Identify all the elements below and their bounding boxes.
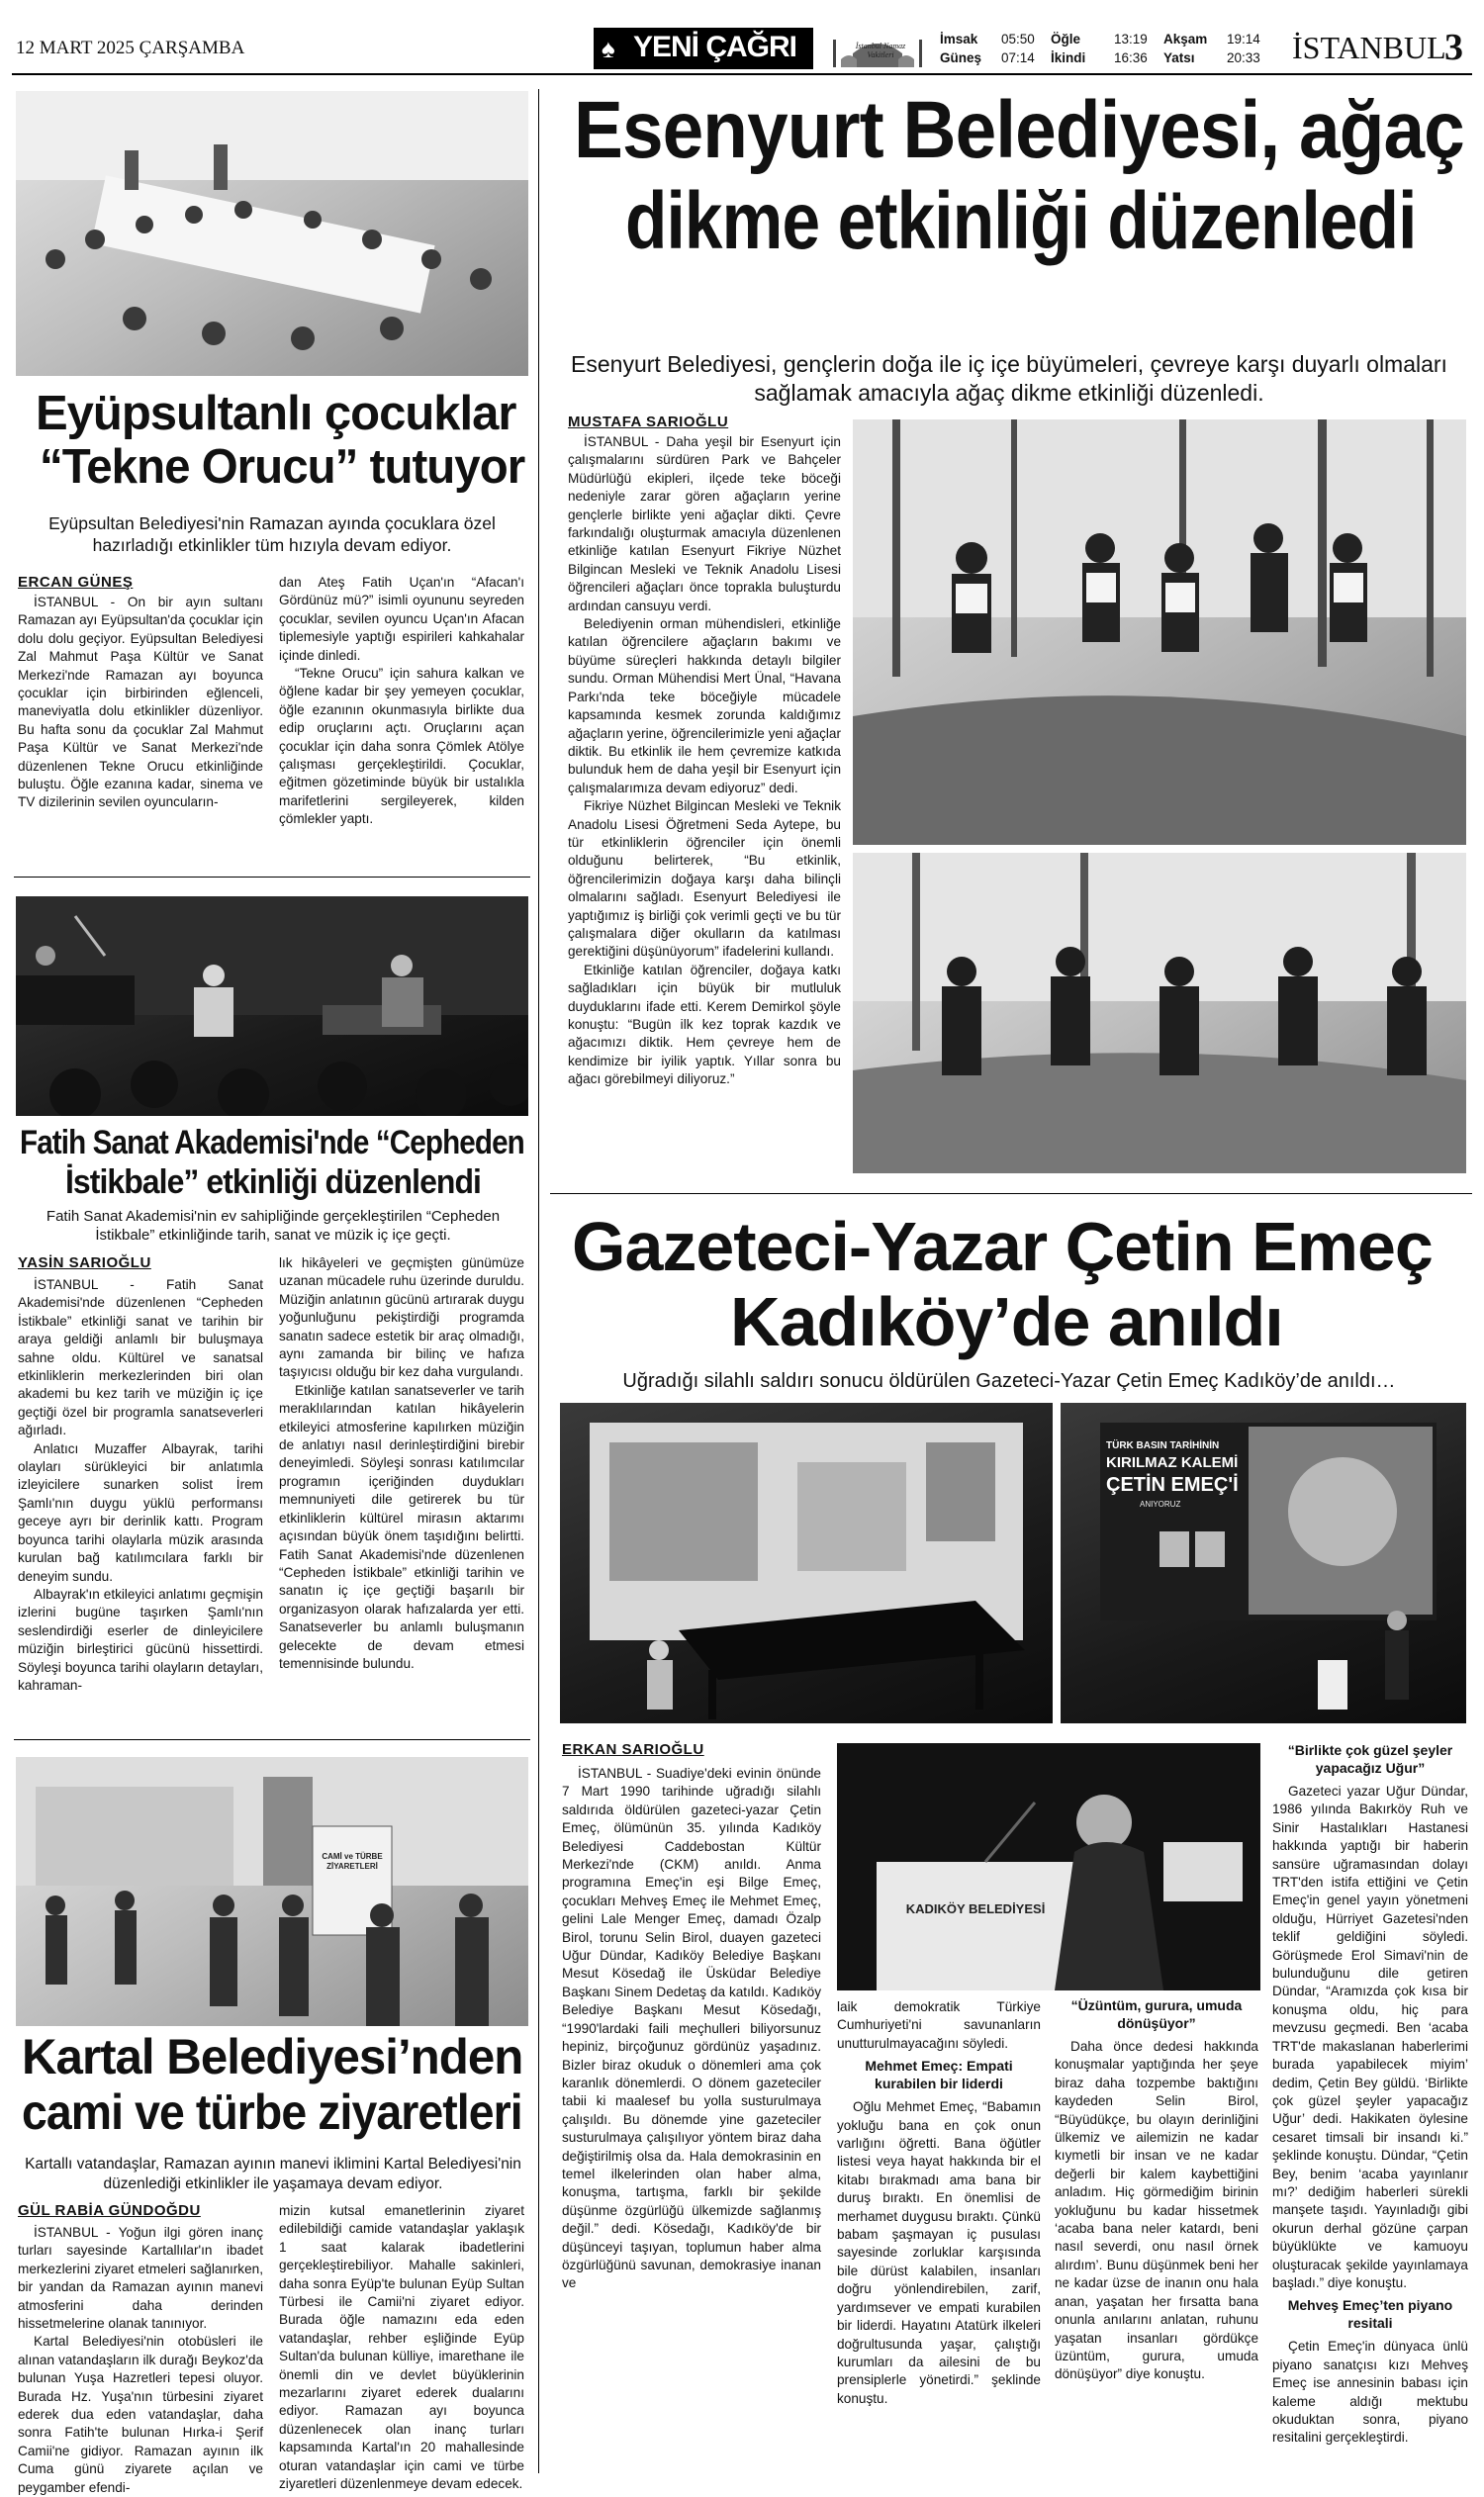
art3-headline-line2: cami ve türbe ziyaretleri [22, 2084, 522, 2140]
art5-col1-text: İSTANBUL - Suadiye'deki evinin önünde 7 Mart 1990 tarihinde uğradığı silahlı saldırıda öldürülen gazeteci-yazar Çetin Emeç, ölümünün 35. yılında Kadıköy Belediyesi Caddebostan Kültür Merkezi'nde (CKM) anıldı. Anma programına Emeç'in eşi Bilge Emeç, çocukları Mehveş Emeç ile Mehmet Emeç, gelini Lale Menger Emeç, damadı Özalp Birol, torunu Selin Birol, duayen gazeteci Uğur Dündar, Kadıköy Belediye Başkanı Mesut Kösedağ ile Üsküdar Belediye Başkanı Sinem Dedetaş da katıldı. Kadıköy Belediye Başkanı Mesut Kösedağı, “1990'lardaki faili meçhulleri biliyorsunuz hepiniz, birçoğunuz gördünüz yaşadınız. Bizler biraz okuduk o dönemleri ama çok karanlık dönemlerdi. O dönem gazeteciler tabii ki maalesef bu yolla susturulmaya çalışıldı. Bu dönemde yine gazeteciler susturulmaya çalışılıyor yöntem biraz daha değiştirilmiş olsa da. Hala demokrasinin en temel ilkelerinden olan haber alma, konuşma, tartışma, farklı bir şekilde düşünme özgürlüğü ülkemizde sağlanmış değil.” dedi. Kösedağı, Kadıköy'de bir düşünceyi taşıyan, toplumun haber alma özgürlüğünü savunan, demokrasiye inanan ve [562, 1766, 821, 2291]
art1-col1 [18, 594, 263, 812]
art5-col4b-text: Çetin Emeç'in dünyaca ünlü piyano sanatçısı kızı Mehveş Emeç ise annesinin babası için kaleme aldığı mektubu okuduktan sonra, piyano resitalini gerçekleştirdi. [1272, 2339, 1468, 2446]
art4-p1: İSTANBUL - Daha yeşil bir Esenyurt için çalışmalarını sürdüren Park ve Bahçeler Müdürlüğü ekipleri, ilçede teke böceği nedeniyle zarar gören ağaçların yerine gençlerle birlikte yeni ağaçlar dikti. Çevre farkındalığı oluşturmak amacıyla düzenlenen etkinliğe katılan Esenyurt Fikriye Nüzhet Bilgincan Mesleki ve Teknik Anadolu Lisesi öğrencileri ağaçları önce toprakla buluşturdu ardından cansuyu verdi. [568, 434, 841, 613]
art2-col1 [18, 1276, 263, 1695]
prayer-name-ikindi: İkindi [1051, 50, 1086, 65]
prayer-name-yatsi: Yatsı [1163, 50, 1195, 65]
turbe-sign: CAMİ ve TÜRBE ZİYARETLERİ [322, 1852, 383, 1871]
art5-sub2: Mehmet Emeç: Empati kurabilen bir liderdi [865, 2058, 1013, 2092]
art1-col2b-text: “Tekne Orucu” için sahura kalkan ve öğlene kadar bir şey yemeyen çocuklar, öğle ezanının okunmasıyla birlikte dua edip oruçlarını açtı. Oruçlarını açan çocuklar için daha sonra Çömlek Atölye çalışması gerçekleştirildi. Çocuklar, eğitmen gözetiminde büyük bir ustalıkla marifetlerini sergileyerek, kilden çömlekler yaptı. [279, 666, 524, 827]
art5-sub5: Mehveş Emeç’ten piyano resitali [1287, 2297, 1453, 2332]
photo-podium-speaker [837, 1743, 1260, 1990]
art5-deck: Uğradığı silahlı saldırı sonucu öldürülen Gazeteci-Yazar Çetin Emeç Kadıköy’de anıldı… [622, 1370, 1396, 1392]
art5-headline-line1: Gazeteci-Yazar Çetin Emeç [572, 1208, 1433, 1285]
page-number: 3 [1444, 27, 1463, 68]
art3-col1b-text: Kartal Belediyesi'nin otobüsleri ile alınan vatandaşların ilk durağı Beykoz'da bulunan Yuşa Hazretleri tepesi oluyor. Burada Hz. Yuşa'nın türbesini ziyaret ederek dua eden vatandaşlar, daha sonra Fatih'te bulunan Hırka-i Şerif Camii'ne gidiyor. Ramazan ayının ilk Cuma günü ziyarete açılan ve peygamber efendi- [18, 2334, 263, 2495]
art2-col2a-text: lık hikâyeleri ve geçmişten günümüze uzanan mücadele ruhu üzerinde duruldu. Müziğin anlatının gücünü artırarak duygu yoğunluğunu pekiştirdiği programda sanatın sadece estetik bir araç olmadığı, aynı zamanda bir bilinç ve hafıza taşıyıcısı olduğu bir kez daha vurgulandı. [279, 1255, 524, 1380]
art5-byline: ERKAN SARIOĞLU [562, 1741, 704, 1758]
art4-headline-line1: Esenyurt Belediyesi, ağaç [574, 85, 1464, 175]
photo-memorial-stage [1061, 1403, 1466, 1723]
podium-sign: KADIKÖY BELEDİYESİ [905, 1901, 1046, 1916]
poster-title-2: KIRILMAZ KALEMİ [1106, 1454, 1239, 1471]
art1-col2 [279, 574, 524, 829]
header-rule [12, 73, 1472, 75]
prayer-time-aksam: 19:14 [1227, 32, 1260, 46]
art5-sub4: “Birlikte çok güzel şeyler yapacağız Uğur” [1287, 1742, 1453, 1776]
art1-headline-line1: Eyüpsultanlı çocuklar [36, 387, 516, 440]
art2-col1c-text: Albayrak'ın etkileyici anlatımı geçmişin izlerini bugüne taşırken Şamlı'nın seslendirdiği eserler de dinleyicilere müziğin birleştirici gücünü hissettirdi. Söyleşi boyunca tarihi olayların detayları, kahraman- [18, 1586, 263, 1693]
art5-col2a-text: laik demokratik Türkiye Cumhuriyeti'ni savunanların unutturulmayacağını söyledi. [837, 1999, 1041, 2051]
art1-headline-line2: “Tekne Orucu” tutuyor [40, 440, 525, 494]
prayer-time-imsak: 05:50 [1001, 32, 1035, 46]
prayer-name-imsak: İmsak [940, 32, 978, 46]
prayer-time-gunes: 07:14 [1001, 50, 1035, 65]
prayer-name-aksam: Akşam [1163, 32, 1208, 46]
art1-bottom-rule [14, 877, 530, 878]
art4-p3: Fikriye Nüzhet Bilgincan Mesleki ve Teknik Anadolu Lisesi Öğretmeni Seda Aytepe, bu tür etkinliklerin öğrenciler için önemli olduğunu belirterek, “Bu etkinlik, öğrencilerimizin doğaya karşı daha bilinçli olmalarını sağladı. Esenyurt Belediyesi ile yaptığımız iş birliği çok verimli geçti ve bu tür çalışmalara diğer okulların da katılması gerektiğini düşünüyorum” ifadelerini kullandı. [568, 798, 841, 960]
art4-byline: MUSTAFA SARIOĞLU [568, 414, 729, 430]
art3-col2 [279, 2202, 524, 2494]
poster-name: ÇETİN EMEÇ'İ [1106, 1474, 1239, 1496]
art2-col1b-text: Anlatıcı Muzaffer Albayrak, tarihi olayları sürükleyici bir anlatımla izleyicilere sunarken solist İrem Şamlı'nın duygu yüklü performansı geceye ayrı bir derinlik kattı. Program boyunca tarihi olaylarla müzik arasında kurulan bağ katılımcılara farklı bir deneyim sundu. [18, 1440, 263, 1584]
prayer-name-gunes: Güneş [940, 50, 982, 65]
art2-headline-line1: Fatih Sanat Akademisi'nde “Cepheden [20, 1124, 524, 1161]
art2-bottom-rule [14, 1739, 530, 1740]
art1-col1-text: İSTANBUL - On bir ayın sultanı Ramazan ayı Eyüpsultan'da çocuklar için dolu dolu geçiyor. Eyüpsultan Belediyesi Zal Mahmut Paşa Kültür ve Sanat Merkezi'nde Ramazan ayı boyunca çocuklar için birbirinden eğlenceli, maneviyatla dolu etkinlikler düzenliyor. Bu hafta sonu da çocuklar Zal Mahmut Paşa Kültür ve Sanat Merkezi'nde düzenlenen Tekne Orucu etkinliğinde buluştu. Öğle ezanına kadar, sinema ve TV dizilerinin sevilen oyuncuların- [18, 595, 263, 810]
prayer-time-yatsi: 20:33 [1227, 50, 1260, 65]
art4-p4: Etkinliğe katılan öğrenciler, doğaya katkı sağladıkları için büyük bir mutluluk duyduklarını ifade etti. Kerem Demirkol şöyle konuştu: “Bugün ilk kez toprak kazdık ve ağacımızı diktik. Hem çevreye hem de kendimize bir iyilik yaptık. Yıllar sonra bu ağacı görebilmeyi diliyoruz.” [568, 962, 841, 1087]
art4-p2: Belediyenin orman mühendisleri, etkinliğe katılan öğrencilere ağaçların bakımı ve büyüme süreçleri hakkında detaylı bilgiler sundu. Orman Mühendisi Mert Ünal, “Havana Parkı'nda teke böceğiyle mücadele kapsamında kesmek zorunda kaldığımız ağaçların yerine, öğrencilerimizle yeni ağaçlar diktik. Bu etkinlik ile hem çevremize katkıda bulunduk hem de daha yeşil bir Esenyurt için çalışmalarımıza devam ediyoruz” dedi. [568, 616, 841, 795]
page-header [0, 0, 1484, 71]
art4-headline-line2: dikme etkinliği düzenledi [625, 176, 1417, 266]
art3-byline: GÜL RABİA GÜNDOĞDU [18, 2202, 201, 2219]
art3-col1 [18, 2224, 263, 2497]
prayer-time-ogle: 13:19 [1114, 32, 1148, 46]
photo-piano-recital [560, 1403, 1053, 1723]
art1-col2-text: dan Ateş Fatih Uçan'ın “Afacan'ı Gördünüz mü?” isimli oyununu seyreden çocuklar, sevilen oyuncu Uçan'ın Afacan tiplemesiyle yaptığı espirileri kahkahalar içinde dinledi. [279, 575, 524, 663]
art2-byline: YASİN SARIOĞLU [18, 1254, 151, 1271]
poster-sub: ANIYORUZ [1140, 1500, 1181, 1509]
photo-tree-planting-2 [853, 853, 1466, 1173]
logo-text: YENİ ÇAĞRI [633, 31, 797, 63]
art4-deck: Esenyurt Belediyesi, gençlerin doğa ile iç içe büyümeleri, çevreye karşı duyarlı olmaları sağlamak amacıyla ağaç dikme etkinliği düzenledi. [571, 351, 1447, 406]
prayer-name-ogle: Öğle [1051, 32, 1081, 46]
art2-col2 [279, 1254, 524, 1673]
art5-col2 [837, 1998, 1041, 2408]
photo-tomb-visit [16, 1757, 528, 2026]
art3-deck: Kartallı vatandaşlar, Ramazan ayının manevi iklimini Kartal Belediyesi'nin düzenlediği etkinlikler ile yaşamaya devam ediyor. [25, 2156, 521, 2192]
art2-headline-line2: İstikbale” etkinliği düzenlendi [65, 1163, 481, 1201]
art4-bottom-rule [550, 1193, 1472, 1194]
issue-date: 12 MART 2025 ÇARŞAMBA [16, 38, 245, 58]
art3-col2-text: mizin kutsal emanetlerinin ziyaret edilebildiği camide vatandaşlar yaklaşık 1 saat kalarak ibadetlerini gerçekleştirebiliyor. Mahalle sakinleri, daha sonra Eyüp'te bulunan Eyüp Sultan Türbesi ile Camii'ni ziyaret ediyor. Burada öğle namazını eda eden vatandaşlar, rehber eşliğinde Eyüp Sultan'da bulunan külliye, imarethane ile önemli din ve devlet büyüklerinin mezarlarını ziyaret ederek dualarını ediyor. Ramazan ayı boyunca düzenlenecek olan inanç turları kapsamında Kartal'ın 20 mahallesinde oturan vatandaşlar için cami ve türbe ziyaretleri düzenlenmeye devam edecek. [279, 2203, 524, 2492]
photo-children-iftar [16, 91, 528, 376]
prayer-times [940, 30, 1276, 69]
art2-col1a-text: İSTANBUL - Fatih Sanat Akademisi'nde düzenlenen “Cepheden İstikbale” etkinliği sanat ve tarihin bir araya geldiği anlamlı bir buluşmaya sahne oldu. Kültürel ve sanatsal etkinliklerin merkezlerinden biri olan akademi bu kez tarih ve müziğin iç içe geçtiği özel bir programla sanatseverleri ağırladı. [18, 1277, 263, 1438]
art5-col1 [562, 1765, 821, 2293]
photo-concert-stage [16, 896, 528, 1116]
mosque-silhouette-icon [823, 34, 932, 67]
logo-flame-icon: ♠ [602, 34, 615, 63]
art1-byline: ERCAN GÜNEŞ [18, 574, 134, 591]
art5-sub3: “Üzüntüm, gurura, umuda dönüşüyor” [1070, 1997, 1243, 2031]
newspaper-logo [594, 28, 813, 69]
prayer-time-ikindi: 16:36 [1114, 50, 1148, 65]
art5-col3 [1055, 1996, 1258, 2384]
column-divider [538, 89, 539, 2473]
art5-headline-line2: Kadıköy’de anıldı [730, 1283, 1283, 1360]
section-city: İSTANBUL [1292, 30, 1446, 65]
art3-col1a-text: İSTANBUL - Yoğun ilgi gören inanç turları sayesinde Kartallılar'ın ibadet merkezlerini ziyaret etmeleri sağlanırken, bir yandan da Ramazan ayının manevi atmosferini daha derinden hissetmelerine olanak tanınıyor. [18, 2225, 263, 2332]
art5-col4a-text: Gazeteci yazar Uğur Dündar, 1986 yılında Bakırköy Ruh ve Sinir Hastalıkları Hastanesi hakkında yaptığı bir haberin sansüre uğramasından dolayı TRT'den istifa ettiğini ve Çetin Emeç'in genel yayın yönetmeni olduğu, Hürriyet Gazetesi'nden teklif geldiğini söyledi. Görüşmede Erol Simavi'nin de bulunduğunu dile getiren Dündar, “Aramızda çok kısa bir konuşma oldu, hiç para mevzusu geçmedi. Ben ‘acaba TRT'de makaslanan haberlerimi burada yapabilecek miyim’ dedim, Çetin Bey güldü. ‘Birlikte çok güzel şeyler yapacağız Uğur’ dedi. Hakikaten öylesine cesaret timsali bir insandı ki.” şeklinde konuştu. Dündar, “Çetin Bey, benim ‘acaba yayınlanır mı?’ dediğim haberleri sürekli manşete taşıdı. Yayınladığı gibi okurun derhal gözüne çarpan büyüklükte ve kamuoyu oluşturacak şekilde yayınlamaya başladı.” diye konuştu. [1272, 1784, 1468, 2290]
art5-col4 [1272, 1741, 1468, 2448]
art4-text [568, 433, 841, 1089]
art5-col3-text: Daha önce dedesi hakkında konuşmalar yaptığında her şeye biraz daha tozpembe baktığını kaydeden Selin Birol, “Büyüdükçe, bu olayın derinliğini ülkemiz ve ailemizin ne kadar kıymetli bir insan ve ne kadar değerli bir kalem kaybettiğini anladım. Hiç görmediğim birinin yokluğunu bu kadar hissetmek ‘acaba bana neler katardı, beni nasıl severdi, onu nasıl örnek alırdım’. Bunu düşünmek beni her ne kadar üzse de inanın onu hala anan, yaşatan her fırsatta bana onunla anılarını anlatan, ruhunu yaşatan insanları gördükçe üzüntüm, gurura, umuda dönüşüyor” diye konuştu. [1055, 2039, 1258, 2382]
photo-tree-planting-1 [853, 419, 1466, 845]
art3-headline-line1: Kartal Belediyesi’nden [22, 2029, 523, 2084]
art2-deck: Fatih Sanat Akademisi'nin ev sahipliğinde gerçekleştirilen “Cepheden İstikbale” etkinliğinde tarih, sanat ve müzik iç içe geçti. [46, 1208, 501, 1244]
art5-col2b-text: Oğlu Mehmet Emeç, “Babamın yokluğu bana en çok onun varlığını öğretti. Bana öğütler listesi veya hayat hakkında bir el kitabı bırakmadı ama bana bir duruş bıraktı. En önemlisi de merhamet duygusu bıraktı. Çünkü babam şaşmayan iç pusulası sayesinde zorluklar karşısında bile dürüst kalabilen, insanları doğru yönlendirebilen, zarif, yardımsever ve empati kurabilen bir liderdi. Hayatını Atatürk ilkeleri doğrultusunda yaşar, çalıştığı kurumları da ailesini de bu prensiplerle yönetirdi.” şeklinde konuştu. [837, 2099, 1041, 2406]
art2-col2b-text: Etkinliğe katılan sanatseverler ve tarih meraklılarından katılan hikâyelerin etkileyici atmosferine kapılırken müziğin de anlatıyı nasıl derinleştirdiğini birebir deneyimledi. Söyleşi sonrası katılımcılar programın içeriğinden duydukları memnuniyeti dile getirerek bu tür etkinliklerin kültürel mirasın aktarımı açısından büyük önem taşıdığını belirtti. Fatih Sanat Akademisi'nde düzenlenen “Cepheden İstikbale” etkinliği tarihin ve sanatın iç içe geçtiği başarılı bir organizasyon olarak hafızalarda yer etti. Sanatseverler bu anlamlı buluşmanın gelecekte de devam etmesi temennisinde bulundu. [279, 1382, 524, 1671]
prayer-caption: İstanbul Namaz Vakitleri [855, 42, 906, 59]
poster-title-1: TÜRK BASIN TARİHİNİN [1106, 1440, 1220, 1451]
art1-deck: Eyüpsultan Belediyesi'nin Ramazan ayında çocuklara özel hazırladığı etkinlikler tüm hızıyla devam ediyor. [48, 513, 496, 555]
